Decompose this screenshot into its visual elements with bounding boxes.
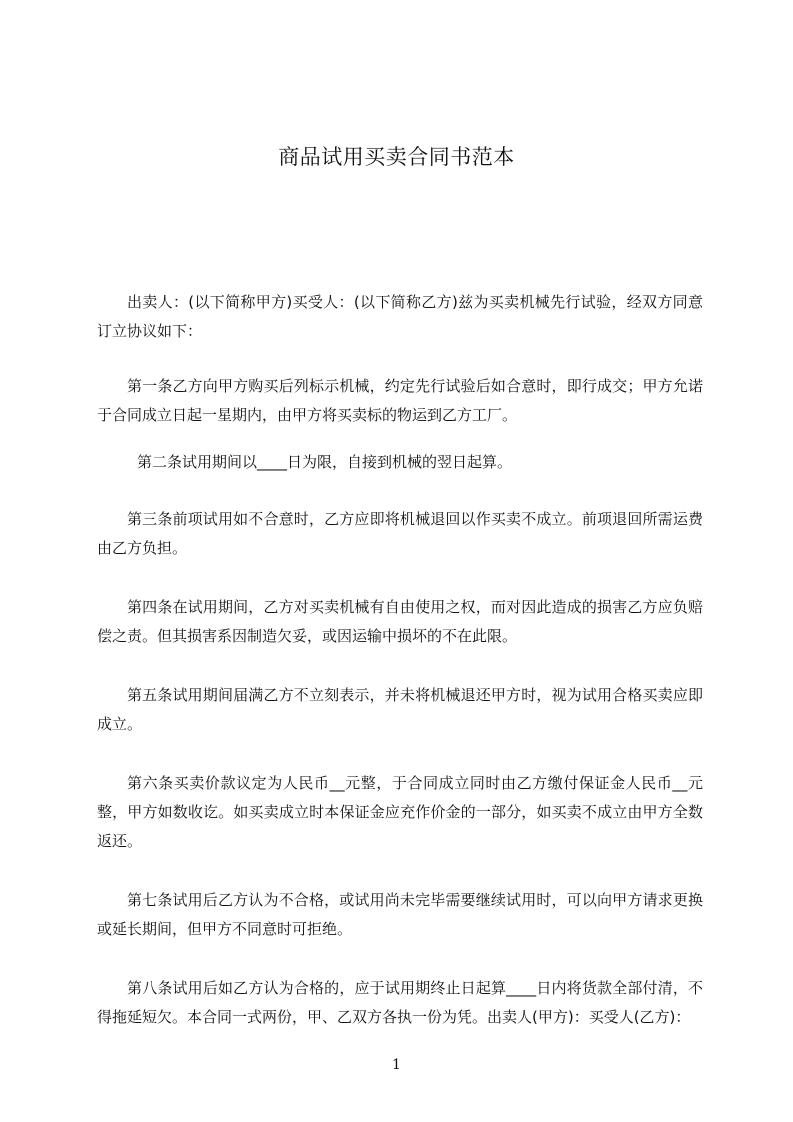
paragraph-article-5: 第五条试用期间届满乙方不立刻表示，并未将机械退还甲方时，视为试用合格买卖应即成立。 xyxy=(97,686,703,733)
page-number: 1 xyxy=(392,1057,401,1073)
paragraph-article-3: 第三条前项试用如不合意时，乙方应即将机械退回以作买卖不成立。前项退回所需运费由乙方负担。 xyxy=(97,510,703,557)
paragraph-article-4: 第四条在试用期间，乙方对买卖机械有自由使用之权，而对因此造成的损害乙方应负赔偿之责。但其损害系因制造欠妥，或因运输中损坏的不在此限。 xyxy=(97,598,703,645)
document-title: 商品试用买卖合同书范本 xyxy=(278,145,515,169)
document-body xyxy=(97,288,703,1062)
paragraph-intro: 出卖人：(以下简称甲方)买受人：(以下简称乙方)兹为买卖机械先行试验，经双方同意订立协议如下： xyxy=(97,293,703,340)
paragraph-article-2: 第二条试用期间以____日为限，自接到机械的翌日起算。 xyxy=(137,453,513,471)
paragraph-article-7: 第七条试用后乙方认为不合格，或试用尚未完毕需要继续试用时，可以向甲方请求更换或延长期间，但甲方不同意时可拒绝。 xyxy=(97,891,703,938)
paragraph-article-6: 第六条买卖价款议定为人民币__元整，于合同成立同时由乙方缴付保证金人民币__元整，甲方如数收讫。如买卖成立时本保证金应充作价金的一部分，如买卖不成立由甲方全数返还。 xyxy=(97,774,703,850)
paragraph-article-8: 第八条试用后如乙方认为合格的，应于试用期终止日起算____日内将货款全部付清，不得拖延短欠。本合同一式两份，甲、乙双方各执一份为凭。出卖人(甲方)：买受人(乙方)： xyxy=(97,979,703,1026)
paragraph-article-1: 第一条乙方向甲方购买后列标示机械，约定先行试验后如合意时，即行成交；甲方允诺于合同成立日起一星期内，由甲方将买卖标的物运到乙方工厂。 xyxy=(97,377,703,424)
